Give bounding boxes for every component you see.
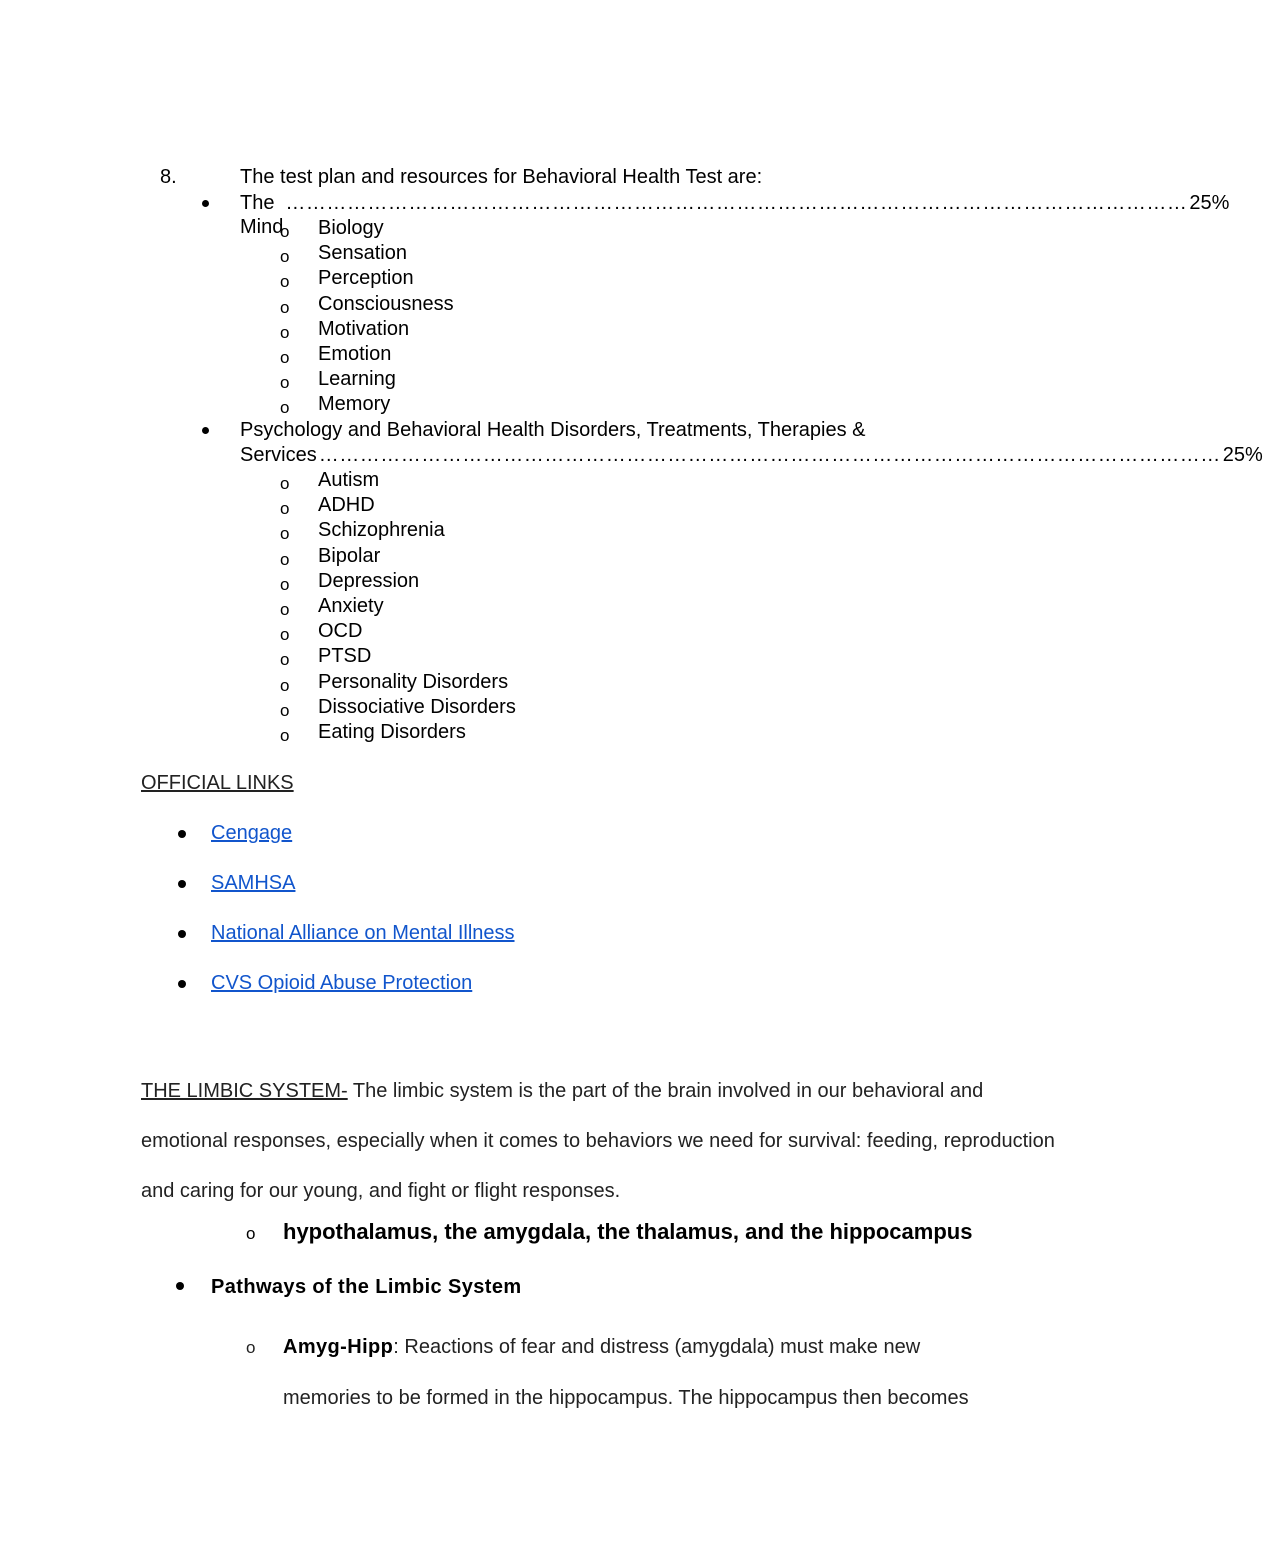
list-item: o Perception (280, 267, 414, 292)
dot-leader: …………………………………………………………………………………………………………………… (318, 444, 1221, 466)
limbic-system-text: The limbic system is the part of the brain involved in our behavioral and emotional responses, especially when it comes to behaviors we need for survival: feeding, reproduction and caring for our young, and fight or flight responses. (141, 1080, 1055, 1202)
list-item: o PTSD (280, 645, 372, 670)
circle-bullet-icon: o (280, 297, 290, 317)
list-item: o Eating Disorders (280, 720, 466, 745)
list-item: o Bipolar (280, 544, 381, 569)
section-weight: 25% (1222, 444, 1263, 466)
circle-bullet-icon: o (280, 650, 290, 670)
bullet-icon (178, 830, 186, 838)
list-item: o OCD (280, 620, 363, 645)
list-item: o Memory (280, 393, 391, 418)
section-disorders-line (240, 443, 1263, 467)
circle-bullet-icon: o (280, 675, 290, 695)
amyg-hipp-text-line1: : Reactions of fear and distress (amygdala) must make new (393, 1336, 921, 1358)
circle-bullet-icon: o (280, 247, 290, 267)
mind-topics-list (280, 216, 454, 418)
list-item: o Emotion (280, 342, 392, 367)
circle-bullet-icon: o (280, 222, 290, 241)
bullet-icon (178, 930, 186, 938)
link-cengage[interactable]: Cengage (211, 822, 293, 844)
section-disorders-title-line1: Psychology and Behavioral Health Disorders, Treatments, Therapies & (240, 419, 866, 441)
circle-bullet-icon: o (280, 524, 290, 544)
circle-bullet-icon: o (280, 725, 290, 745)
amyg-hipp-item (246, 1322, 1046, 1423)
official-links-list (176, 820, 515, 1020)
section-weight: 25% (1189, 192, 1230, 214)
limbic-system-title: THE LIMBIC SYSTEM- (141, 1080, 348, 1102)
circle-bullet-icon: o (280, 599, 290, 619)
disorders-topics-list (280, 468, 516, 745)
circle-bullet-icon: o (280, 373, 290, 393)
list-item: o Personality Disorders (280, 670, 509, 695)
test-plan-heading: The test plan and resources for Behavioral Health Test are: (240, 166, 763, 188)
circle-bullet-icon: o (280, 272, 290, 292)
list-item (176, 970, 515, 1020)
bullet-icon (176, 1282, 184, 1290)
link-nami[interactable]: National Alliance on Mental Illness (211, 922, 515, 944)
list-number: 8. (160, 166, 177, 188)
circle-bullet-icon: o (280, 549, 290, 569)
list-item: o Sensation (280, 242, 407, 267)
circle-bullet-icon: o (246, 1224, 256, 1243)
link-cvs-opioid[interactable]: CVS Opioid Abuse Protection (211, 972, 473, 994)
circle-bullet-icon: o (280, 474, 290, 493)
list-item (176, 820, 515, 870)
limbic-regions-text: hypothalamus, the amygdala, the thalamus, and the hippocampus (283, 1219, 973, 1244)
bullet-icon (178, 880, 186, 888)
circle-bullet-icon: o (280, 499, 290, 519)
amyg-hipp-text-line2: memories to be formed in the hippocampus. The hippocampus then becomes (283, 1387, 969, 1409)
limbic-regions-item (246, 1218, 972, 1248)
circle-bullet-icon: o (280, 574, 290, 594)
section-title: The Mind (240, 192, 284, 238)
pathways-item (176, 1274, 522, 1300)
list-item (176, 920, 515, 970)
list-item (176, 870, 515, 920)
list-item: o Anxiety (280, 594, 384, 619)
bullet-icon (178, 980, 186, 988)
list-item: o ADHD (280, 494, 375, 519)
circle-bullet-icon: o (280, 700, 290, 720)
amyg-hipp-term: Amyg-Hipp (283, 1336, 394, 1358)
circle-bullet-icon: o (246, 1338, 256, 1357)
list-item: o Depression (280, 569, 420, 594)
dot-leader: …………………………………………………………………………………………………………………… (285, 192, 1188, 214)
circle-bullet-icon: o (280, 625, 290, 645)
list-item: o Biology (280, 217, 384, 241)
list-item: o Autism (280, 469, 380, 493)
section-title: Services (240, 444, 317, 466)
circle-bullet-icon: o (280, 347, 290, 367)
circle-bullet-icon: o (280, 322, 290, 342)
list-item: o Schizophrenia (280, 519, 445, 544)
pathways-title: Pathways of the Limbic System (211, 1276, 522, 1298)
list-item: o Motivation (280, 317, 410, 342)
list-item: o Dissociative Disorders (280, 695, 516, 720)
circle-bullet-icon: o (280, 398, 290, 418)
list-item: o Consciousness (280, 292, 454, 317)
limbic-system-paragraph (141, 1066, 1061, 1216)
link-samhsa[interactable]: SAMHSA (211, 872, 296, 894)
bullet-icon (202, 427, 209, 434)
official-links-heading: OFFICIAL LINKS (141, 772, 294, 794)
bullet-icon (202, 200, 209, 207)
list-item: o Learning (280, 368, 396, 393)
